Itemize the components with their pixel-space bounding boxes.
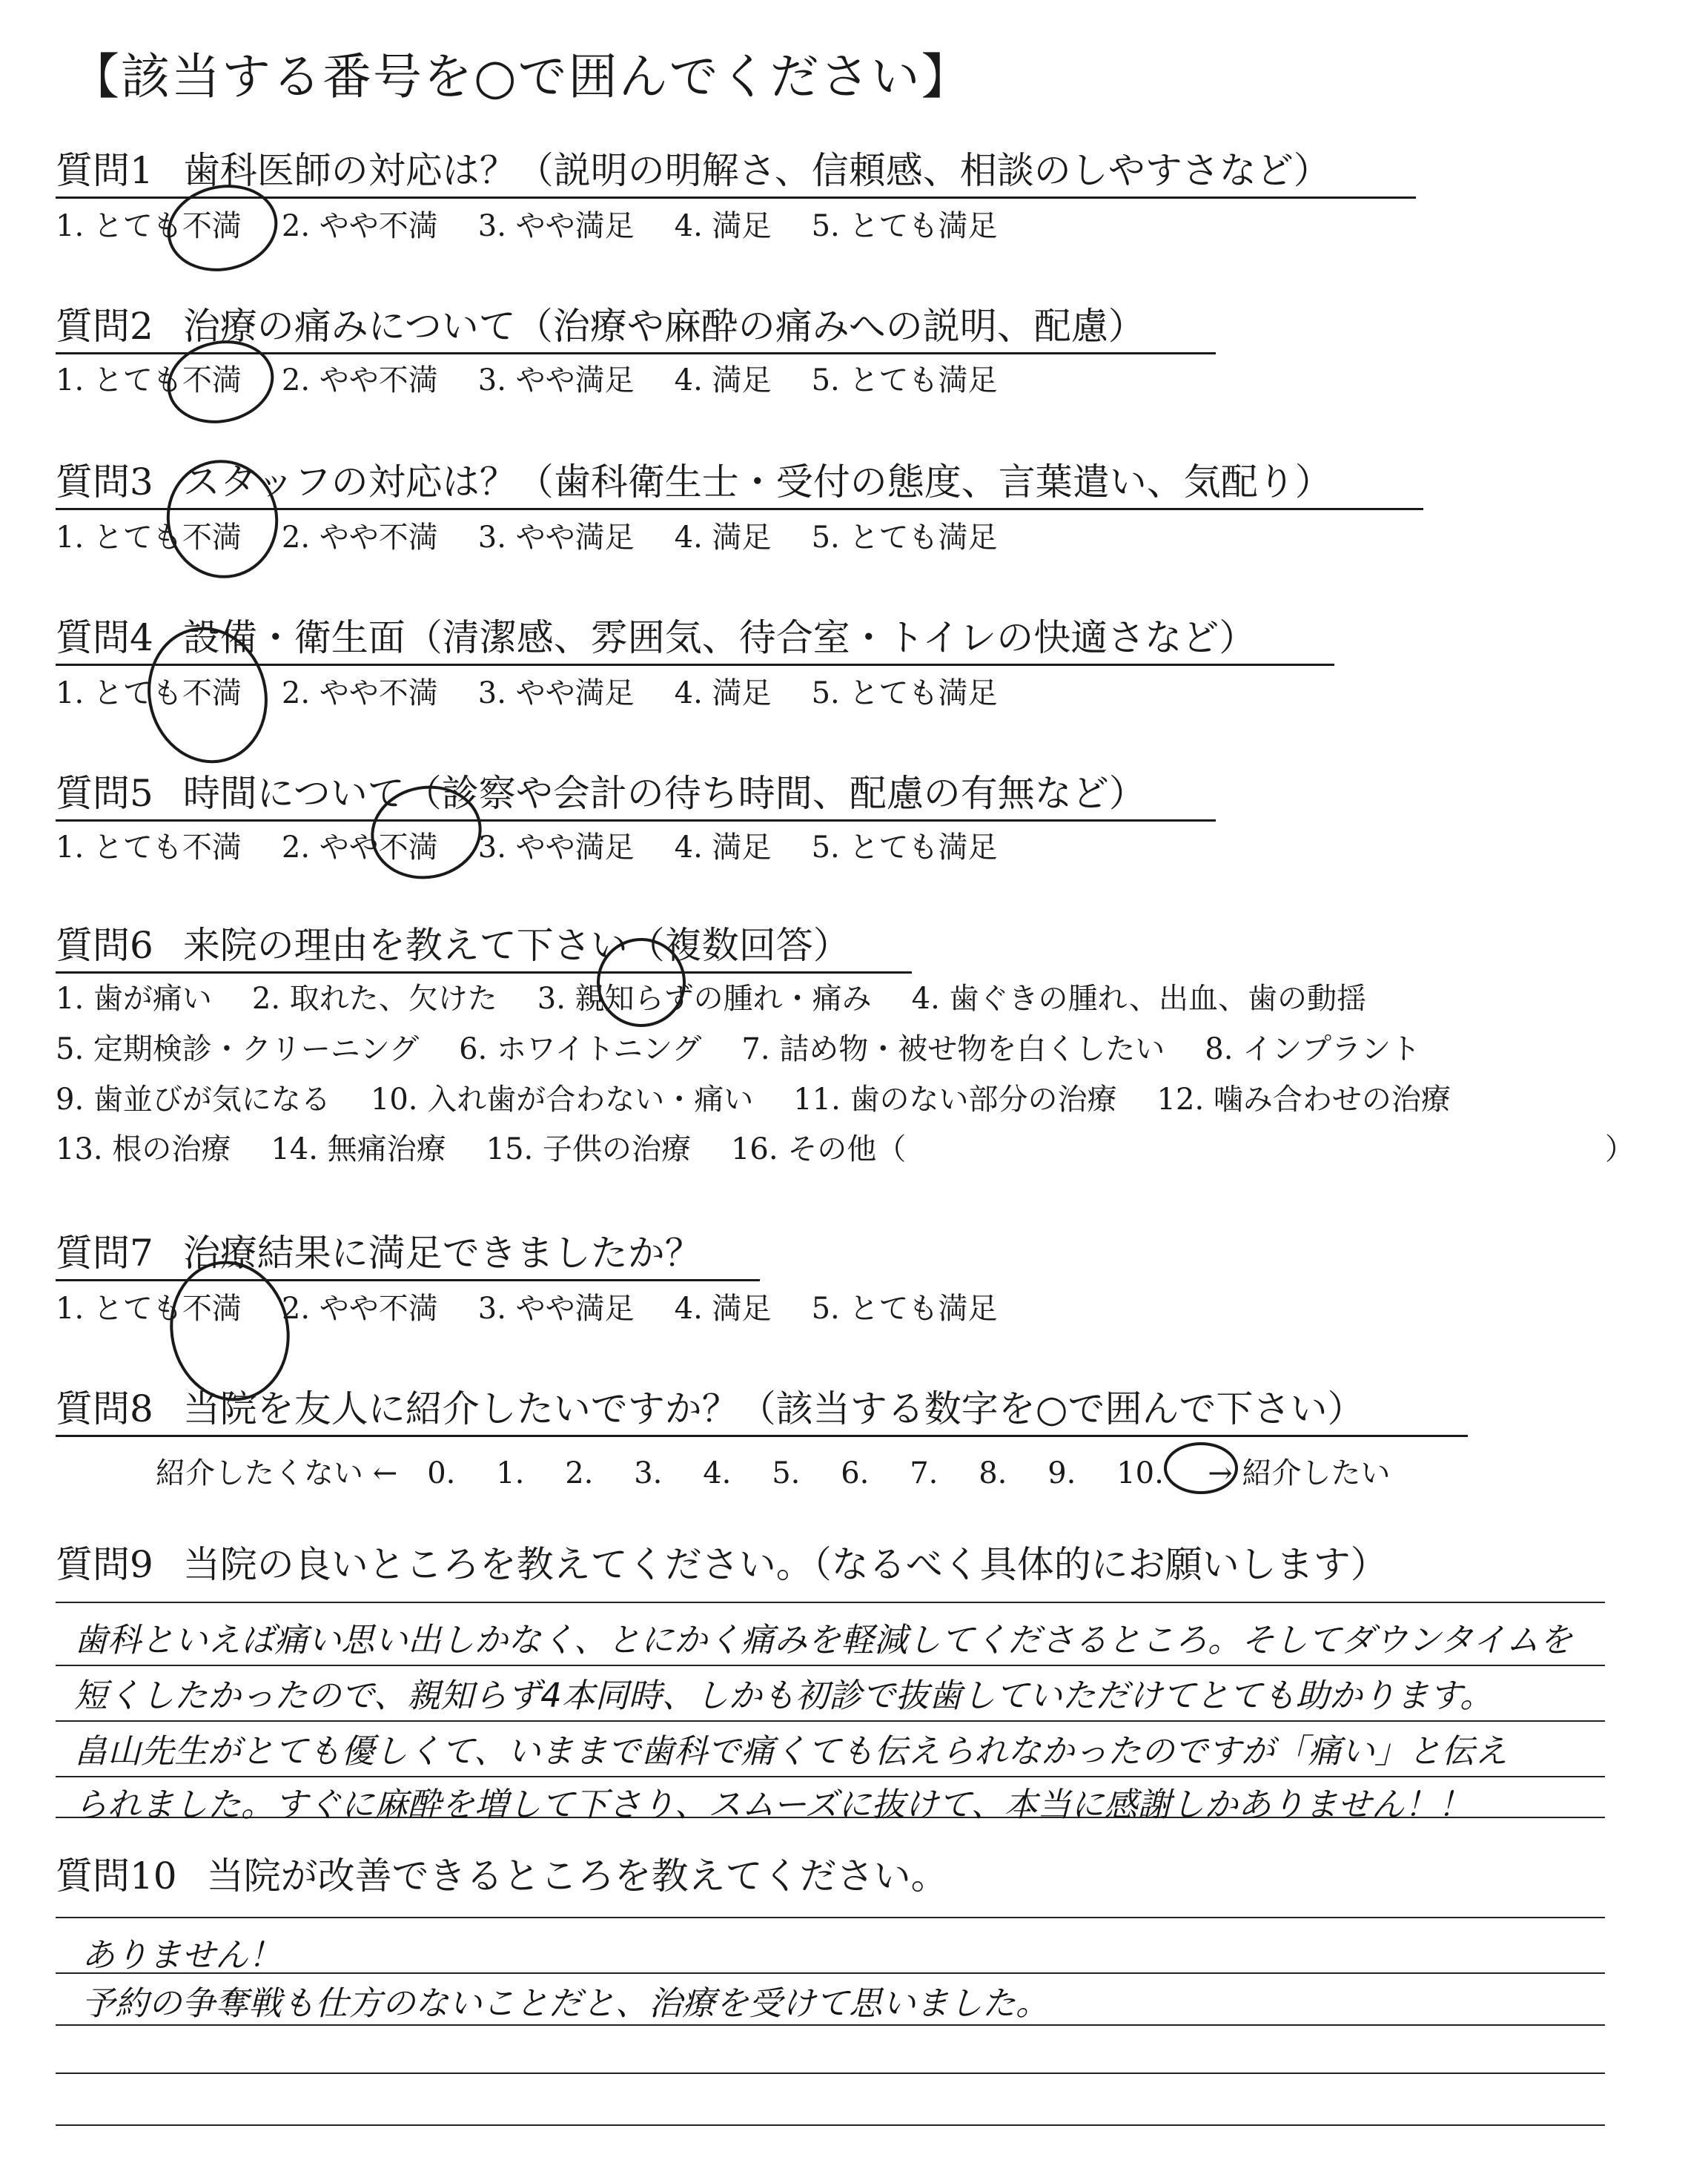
option-4[interactable]: 4. 満足 [674, 1292, 772, 1326]
question-8-label: 質問8 [56, 1387, 153, 1430]
question-6-row-1 [56, 980, 1406, 1017]
question-6-row-4 [56, 1131, 946, 1168]
scale-value[interactable]: 9. [1047, 1456, 1076, 1490]
question-6-underline [56, 971, 912, 974]
question-5-label: 質問5 [56, 772, 153, 815]
option-3[interactable]: 3. やや満足 [477, 676, 635, 710]
question-7-label: 質問7 [56, 1232, 153, 1275]
question-5-underline [56, 819, 1216, 822]
question-4-text: 設備・衛生面（清潔感、雰囲気、待合室・トイレの快適さなど） [182, 616, 1257, 659]
option-4[interactable]: 4. 満足 [674, 830, 772, 865]
scale-high-label: → 紹介したい [1208, 1456, 1391, 1490]
option-4[interactable]: 4. 満足 [674, 521, 772, 555]
handwritten-answer-line: 畠山先生がとても優しくて、いままで歯科で痛くても伝えられなかったのですが「痛い」と伝え [74, 1731, 1509, 1771]
option-1[interactable]: 1. とても不満 [56, 363, 242, 397]
option-1[interactable]: 1. とても不満 [56, 676, 242, 710]
scale-value[interactable]: 1. [496, 1456, 525, 1490]
question-3-text: スタッフの対応は？（歯科衛生士・受付の態度、言葉遣い、気配り） [182, 460, 1332, 503]
question-1-label: 質問1 [56, 149, 153, 192]
scale-value[interactable]: 4. [703, 1456, 732, 1490]
question-9-text: 当院の良いところを教えてください。（なるべく具体的にお願いします） [182, 1543, 1388, 1586]
question-2-label: 質問2 [56, 305, 153, 348]
handwritten-answer-line: 短くしたかったので、親知らず4本同時、しかも初診で抜歯していただけてとても助かります。 [74, 1676, 1494, 1715]
question-8-text: 当院を友人に紹介したいですか？（該当する数字を○で囲んで下さい） [182, 1387, 1365, 1430]
question-6 [56, 923, 850, 968]
question-5-text: 時間について（診察や会計の待ち時間、配慮の有無など） [182, 772, 1146, 815]
reason-option[interactable]: 2. 取れた、欠けた [251, 982, 497, 1016]
option-2[interactable]: 2. やや不満 [281, 1292, 438, 1326]
answer-line [56, 1917, 1605, 1918]
option-2[interactable]: 2. やや不満 [281, 209, 438, 243]
question-4-label: 質問4 [56, 616, 153, 659]
scale-value[interactable]: 3. [634, 1456, 663, 1490]
option-2[interactable]: 2. やや不満 [281, 363, 438, 397]
option-5[interactable]: 5. とても満足 [811, 1292, 998, 1326]
question-8 [56, 1387, 1364, 1431]
option-2[interactable]: 2. やや不満 [281, 521, 438, 555]
question-9-label: 質問9 [56, 1543, 153, 1586]
handwritten-answer-line: られました。すぐに麻酔を増して下さり、スムーズに抜けて、本当に感謝しかありません！！ [74, 1785, 1472, 1824]
question-1 [56, 148, 1331, 193]
option-2[interactable]: 2. やや不満 [281, 830, 438, 865]
answer-line [56, 2073, 1605, 2074]
answer-line [56, 1972, 1605, 1974]
reason-option[interactable]: 3. 親知らずの腫れ・痛み [537, 982, 872, 1016]
answer-line [56, 1665, 1605, 1666]
option-2[interactable]: 2. やや不満 [281, 676, 438, 710]
scale-value[interactable]: 10. [1116, 1456, 1164, 1490]
question-8-underline [56, 1435, 1468, 1437]
handwritten-answer-line: 予約の争奪戦も仕方のないことだと、治療を受けて思いました。 [82, 1984, 1050, 2023]
question-2-text: 治療の痛みについて（治療や麻酔の痛みへの説明、配慮） [182, 305, 1145, 348]
option-4[interactable]: 4. 満足 [674, 676, 772, 710]
scale-value[interactable]: 2. [565, 1456, 594, 1490]
reason-option[interactable]: 11. 歯のない部分の治療 [793, 1083, 1117, 1117]
reason-option[interactable]: 15. 子供の治療 [486, 1132, 691, 1166]
question-7-underline [56, 1279, 760, 1281]
reason-option[interactable]: 9. 歯並びが気になる [56, 1083, 331, 1117]
option-3[interactable]: 3. やや満足 [477, 209, 635, 243]
reason-option[interactable]: 4. 歯ぐきの腫れ、出血、歯の動揺 [911, 982, 1366, 1016]
selection-circle [1164, 1442, 1238, 1494]
question-3-label: 質問3 [56, 460, 153, 503]
answer-line [56, 2024, 1605, 2026]
option-5[interactable]: 5. とても満足 [811, 209, 998, 243]
answer-line [56, 1602, 1605, 1603]
question-6-text: 来院の理由を教えて下さい（複数回答） [182, 924, 850, 967]
option-3[interactable]: 3. やや満足 [477, 521, 635, 555]
question-1-text: 歯科医師の対応は？（説明の明解さ、信頼感、相談のしやすさなど） [182, 149, 1331, 192]
handwritten-answer-line: ありません！ [82, 1935, 282, 1975]
option-3[interactable]: 3. やや満足 [477, 830, 635, 865]
scale-value[interactable]: 5. [772, 1456, 801, 1490]
reason-option[interactable]: 7. 詰め物・被せ物を白くしたい [741, 1032, 1165, 1066]
option-1[interactable]: 1. とても不満 [56, 521, 242, 555]
option-4[interactable]: 4. 満足 [674, 209, 772, 243]
reason-option[interactable]: 5. 定期検診・クリーニング [56, 1032, 420, 1066]
option-1[interactable]: 1. とても不満 [56, 1292, 242, 1326]
option-5[interactable]: 5. とても満足 [811, 676, 998, 710]
reason-option[interactable]: 13. 根の治療 [56, 1132, 231, 1166]
reason-option[interactable]: 12. 噛み合わせの治療 [1156, 1083, 1451, 1117]
option-3[interactable]: 3. やや満足 [477, 1292, 635, 1326]
option-3[interactable]: 3. やや満足 [477, 363, 635, 397]
question-7 [56, 1231, 702, 1275]
question-7-text: 治療結果に満足できましたか？ [182, 1232, 702, 1275]
option-1[interactable]: 1. とても不満 [56, 209, 242, 243]
option-1[interactable]: 1. とても不満 [56, 830, 242, 865]
question-9 [56, 1542, 1388, 1587]
reason-option[interactable]: 10. 入れ歯が合わない・痛い [370, 1083, 754, 1117]
question-10-label: 質問10 [56, 1855, 177, 1898]
question-10-text: 当院が改善できるところを教えてください。 [206, 1855, 948, 1898]
reason-option[interactable]: 6. ホワイトニング [459, 1032, 702, 1066]
option-5[interactable]: 5. とても満足 [811, 521, 998, 555]
reason-option-other[interactable]: 16. その他（ [730, 1132, 907, 1166]
option-4[interactable]: 4. 満足 [674, 363, 772, 397]
question-6-row-3 [56, 1081, 1491, 1118]
instruction-header: 【該当する番号を○で囲んでください】 [70, 48, 972, 105]
question-6-row-2 [56, 1031, 1460, 1068]
scale-value[interactable]: 6. [841, 1456, 870, 1490]
answer-line [56, 1720, 1605, 1722]
question-5-options [56, 829, 1037, 866]
reason-option[interactable]: 1. 歯が痛い [56, 982, 212, 1016]
scale-value[interactable]: 8. [979, 1456, 1007, 1490]
reason-option[interactable]: 8. インプラント [1205, 1032, 1421, 1066]
scale-low-label: 紹介したくない ← [156, 1456, 398, 1490]
handwritten-answer-line: 歯科といえば痛い思い出しかなく、とにかく痛みを軽減してくださるところ。そしてダウンタイムを [74, 1620, 1573, 1659]
question-10 [56, 1854, 948, 1898]
option-5[interactable]: 5. とても満足 [811, 363, 998, 397]
scale-value[interactable]: 7. [910, 1456, 939, 1490]
question-6-label: 質問6 [56, 924, 153, 967]
question-5 [56, 771, 1146, 816]
other-close-paren: ） [1605, 1132, 1635, 1166]
reason-option[interactable]: 14. 無痛治療 [271, 1132, 446, 1166]
answer-line [56, 2124, 1605, 2126]
scale-value[interactable]: 0. [427, 1456, 456, 1490]
option-5[interactable]: 5. とても満足 [811, 830, 998, 865]
